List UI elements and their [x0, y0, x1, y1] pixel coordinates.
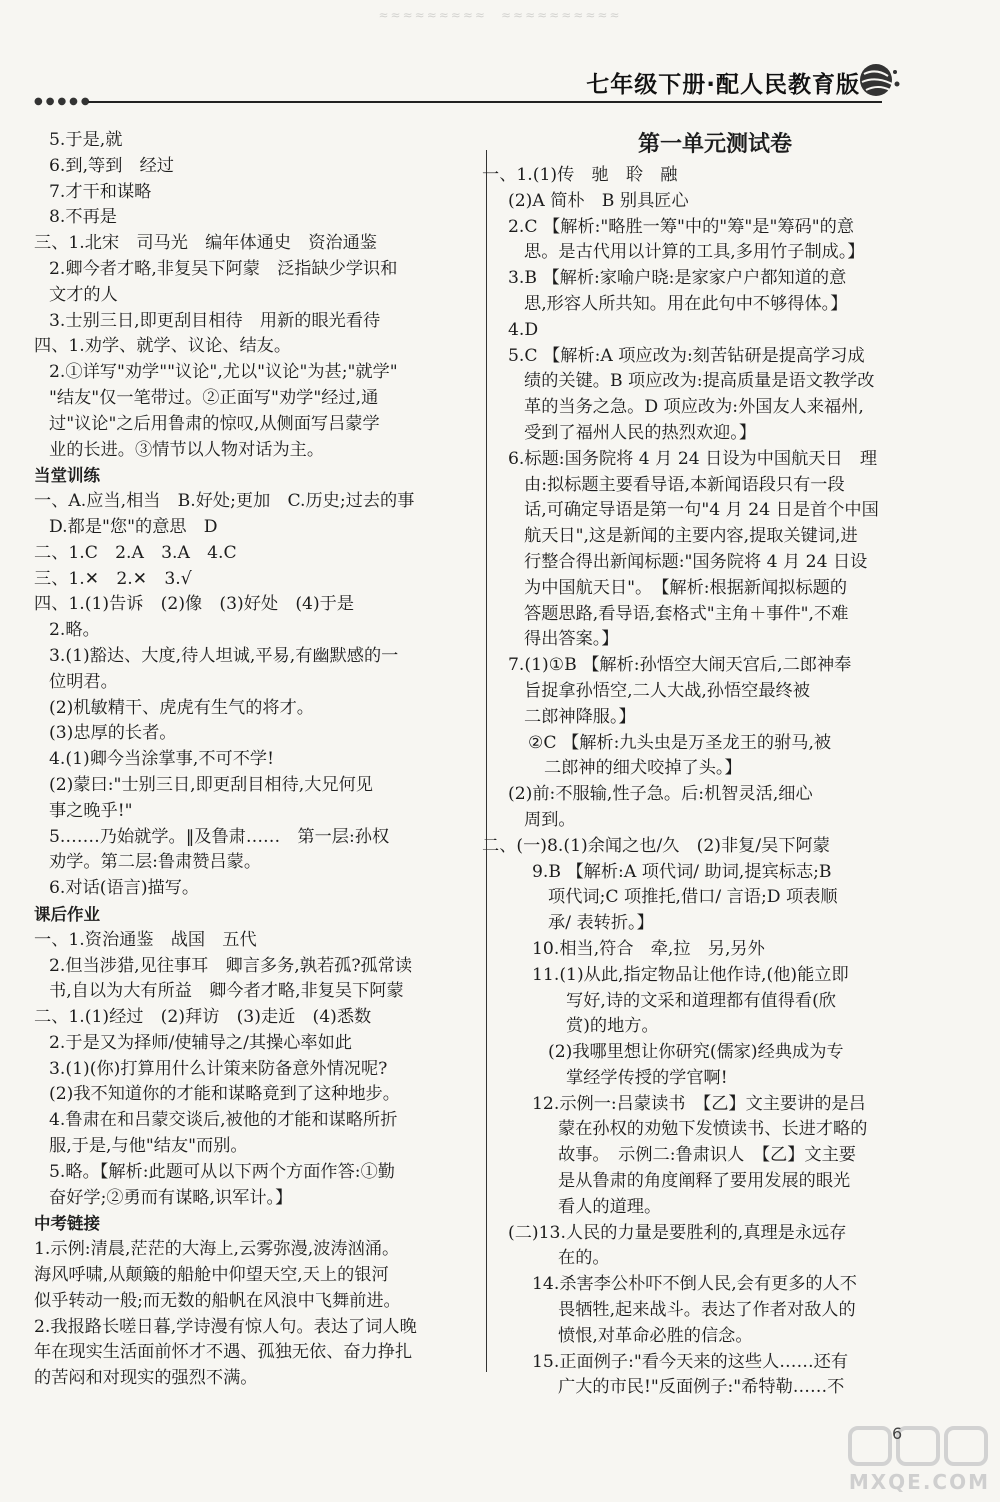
- text-line: 三、1.北宋 司马光 编年体通史 资治通鉴: [34, 233, 377, 254]
- text-line: 3.士别三日,即更刮目相待 用新的眼光看待: [49, 310, 381, 331]
- text-line: 革的当务之急。D 项应改为:外国友人来福州,: [524, 397, 864, 418]
- text-line: D.都是"您"的意思 D: [49, 516, 218, 537]
- text-line: 6.标题:国务院将 4 月 24 日设为中国航天日 理: [508, 448, 878, 469]
- text-line: 5.略。【解析:此题可从以下两个方面作答:①勤: [49, 1161, 395, 1182]
- text-line: 4.鲁肃在和吕蒙交谈后,被他的才能和谋略所折: [49, 1110, 398, 1131]
- text-line: 二、1.C 2.A 3.A 4.C: [34, 542, 237, 563]
- page-number: 6: [892, 1424, 903, 1443]
- right-column-lines: [482, 163, 910, 1401]
- header-title: 七年级下册·配人民教育版: [586, 72, 860, 98]
- text-line: 2.但当涉猎,见往事耳 卿言多务,孰若孤?孤常读: [49, 955, 413, 976]
- section-heading: 当堂训练: [34, 466, 100, 486]
- text-line: 一、1.(1)传 驰 聆 融: [482, 165, 678, 185]
- text-line: 1.示例:清晨,茫茫的大海上,云雾弥漫,波涛汹涌。: [34, 1239, 400, 1260]
- text-line: 写好,诗的文采和道理都有值得看(欣: [566, 990, 836, 1011]
- text-line: 2.于是又为择师/使辅导之/其操心率如此: [49, 1032, 352, 1053]
- text-line: 4.(1)卿今当涂掌事,不可不学!: [49, 749, 274, 770]
- section-heading: 课后作业: [34, 904, 100, 924]
- text-line: (2)A 简朴 B 别具匠心: [508, 190, 689, 211]
- text-line: 2.卿今者才略,非复吴下阿蒙 泛指缺少学识和: [49, 258, 398, 279]
- section-heading: 中考链接: [34, 1214, 100, 1234]
- text-line: 畏牺牲,起来战斗。表达了作者对敌人的: [558, 1300, 856, 1321]
- text-line: (二)13.人民的力量是要胜利的,真理是永远存: [508, 1222, 847, 1243]
- text-line: 航天日",这是新闻的主要内容,提取关键词,进: [524, 526, 858, 547]
- text-line: 旨捉拿孙悟空,二人大战,孙悟空最终被: [524, 680, 810, 701]
- text-line: (3)忠厚的长者。: [49, 723, 177, 744]
- text-line: 广大的市民!"反面例子:"希特勒……不: [558, 1377, 845, 1398]
- ball-logo-icon: [856, 58, 900, 102]
- text-line: 服,于是,与他"结友"而别。: [49, 1136, 248, 1157]
- text-line: 得出答案。】: [524, 629, 619, 650]
- text-line: 劝学。第二层:鲁肃赞吕蒙。: [49, 852, 262, 873]
- text-line: 12.示例一:吕蒙读书 【乙】文主要讲的是吕: [532, 1093, 866, 1114]
- text-line: 的苦闷和对现实的强烈不满。: [34, 1368, 258, 1389]
- text-line: 四、1.劝学、就学、议论、结友。: [34, 336, 292, 357]
- text-line: (2)前:不服输,性子急。后:机智灵活,细心: [508, 784, 813, 805]
- text-line: 思,形容人所共知。用在此句中不够得体。】: [524, 293, 848, 314]
- text-line: 掌经学传授的学官啊!: [566, 1067, 728, 1088]
- text-line: 看人的道理。: [558, 1196, 662, 1217]
- text-line: 思。是古代用以计算的工具,多用竹子制成。】: [524, 242, 865, 263]
- text-line: 四、1.(1)告诉 (2)像 (3)好处 (4)于是: [34, 594, 355, 615]
- text-line: 年在现实生活面前怀才不遇、孤独无依、奋力挣扎: [34, 1342, 413, 1363]
- text-line: 2.略。: [49, 620, 100, 641]
- text-line: 一、1.资治通鉴 战国 五代: [34, 929, 257, 950]
- header-dots: ●●●●●: [34, 96, 93, 107]
- column-divider: [486, 150, 487, 1372]
- text-line: 是从鲁肃的角度阐释了要用发展的眼光: [558, 1171, 851, 1192]
- text-line: (2)机敏精干、虎虎有生气的将才。: [49, 697, 314, 718]
- text-line: 奋好学;②勇而有谋略,识军计。】: [49, 1187, 293, 1208]
- text-line: 6.到,等到 经过: [49, 155, 174, 176]
- text-line: 3.(1)(你)打算用什么计策来防备意外情况呢?: [49, 1058, 388, 1079]
- text-line: 2.我报路长嗟日暮,学诗漫有惊人句。表达了词人晚: [34, 1316, 417, 1337]
- text-line: 业的长进。③情节以人物对话为主。: [49, 439, 325, 460]
- text-line: 10.相当,符合 牵,拉 另,另外: [532, 938, 765, 959]
- text-line: 故事。 示例二:鲁肃识人 【乙】文主要: [558, 1145, 856, 1166]
- text-line: 由:拟标题主要看导语,本新闻语段只有一段: [524, 474, 845, 495]
- text-line: 文才的人: [49, 284, 118, 305]
- text-line: 5.于是,就: [49, 130, 123, 150]
- text-line: 海风呼啸,从颠簸的船舱中仰望天空,天上的银河: [34, 1265, 389, 1286]
- text-line: 蒙在孙权的劝勉下发愤读书、长进才略的: [558, 1119, 868, 1140]
- text-line: 3.B 【解析:家喻户晓:是家家户户都知道的意: [508, 268, 847, 289]
- left-column: [34, 128, 470, 1392]
- text-line: (2)我不知道你的才能和谋略竟到了这种地步。: [49, 1084, 400, 1105]
- text-line: 二郎神的细犬咬掉了头。】: [544, 758, 742, 779]
- text-line: ②C 【解析:九头虫是万圣龙王的驸马,被: [528, 732, 832, 753]
- text-line: 15.正面例子:"看今天来的这些人……还有: [532, 1351, 849, 1372]
- text-line: 11.(1)从此,指定物品让他作诗,(他)能立即: [532, 964, 849, 985]
- page-number-area: [860, 1390, 980, 1470]
- right-column: [482, 128, 910, 1401]
- text-line: 8.不再是: [49, 207, 117, 228]
- text-line: 承/ 表转折。】: [548, 913, 654, 934]
- scan-smudge: ≈≈≈≈≈≈≈≈≈ ≈≈≈≈≈≈≈≈≈≈: [378, 8, 622, 22]
- text-line: 6.对话(语言)描写。: [49, 878, 200, 899]
- header-rule: [88, 101, 882, 103]
- text-line: 赏)的地方。: [566, 1016, 659, 1037]
- text-line: 二郎神降服。】: [524, 706, 636, 727]
- text-line: 9.B 【解析:A 项代词/ 助词,提宾标志;B: [532, 861, 832, 882]
- text-line: 受到了福州人民的热烈欢迎。】: [524, 422, 757, 443]
- text-line: 项代词;C 项推托,借口/ 言语;D 项表顺: [548, 887, 838, 908]
- text-line: (2)蒙曰:"士别三日,即更刮目相待,大兄何见: [49, 774, 373, 795]
- text-line: 话,可确定导语是第一句"4 月 24 日是首个中国: [524, 500, 879, 521]
- text-line: 位明君。: [49, 671, 118, 692]
- text-line: (2)我哪里想让你研究(儒家)经典成为专: [548, 1042, 844, 1063]
- text-line: 周到。: [524, 809, 576, 830]
- text-line: 愤恨,对革命必胜的信念。: [558, 1325, 753, 1346]
- page-header: [0, 0, 1000, 112]
- text-line: "结友"仅一笔带过。②正面写"劝学"经过,通: [49, 387, 379, 408]
- test-paper-title: 第一单元测试卷: [637, 132, 792, 157]
- text-line: 事之晚乎!": [49, 800, 133, 821]
- text-line: 绩的关键。B 项应改为:提高质量是语文教学改: [524, 371, 875, 392]
- text-line: 二、1.(1)经过 (2)拜访 (3)走近 (4)悉数: [34, 1007, 372, 1028]
- text-line: 为中国航天日"。 【解析:根据新闻拟标题的: [524, 577, 848, 598]
- text-line: 一、A.应当,相当 B.好处;更加 C.历史;过去的事: [34, 491, 415, 512]
- text-line: 3.(1)豁达、大度,待人坦诚,平易,有幽默感的一: [49, 645, 399, 666]
- text-line: 5.C 【解析:A 项应改为:刻苦钻研是提高学习成: [508, 345, 865, 366]
- text-line: 7.才干和谋略: [49, 181, 152, 202]
- text-line: 三、1.✕ 2.✕ 3.√: [34, 568, 192, 589]
- text-line: 14.杀害李公朴吓不倒人民,会有更多的人不: [532, 1274, 857, 1295]
- text-line: 7.(1)①B 【解析:孙悟空大闹天宫后,二郎神奉: [508, 655, 852, 676]
- text-line: 二、(一)8.(1)余闻之也/久 (2)非复/吴下阿蒙: [482, 835, 830, 856]
- text-line: 答题思路,看导语,套格式"主角＋事件",不难: [524, 603, 849, 624]
- text-line: 在的。: [558, 1248, 610, 1269]
- text-line: 书,自以为大有所益 卿今者才略,非复吴下阿蒙: [49, 981, 404, 1002]
- watermark-text: MXQE.COM: [848, 1470, 990, 1494]
- text-line: 4.D: [508, 319, 539, 340]
- text-line: 2.①详写"劝学""议论",尤以"议论"为甚;"就学": [49, 362, 398, 383]
- text-line: 过"议论"之后用鲁肃的惊叹,从侧面写吕蒙学: [49, 413, 380, 434]
- text-line: 2.C 【解析:"略胜一筹"中的"筹"是"筹码"的意: [508, 216, 855, 237]
- text-line: 行整合得出新闻标题:"国务院将 4 月 24 日设: [524, 551, 868, 572]
- text-line: 似乎转动一般;而无数的船帆在风浪中飞舞前进。: [34, 1290, 401, 1311]
- text-line: 5.……乃始就学。‖及鲁肃…… 第一层:孙权: [49, 826, 390, 847]
